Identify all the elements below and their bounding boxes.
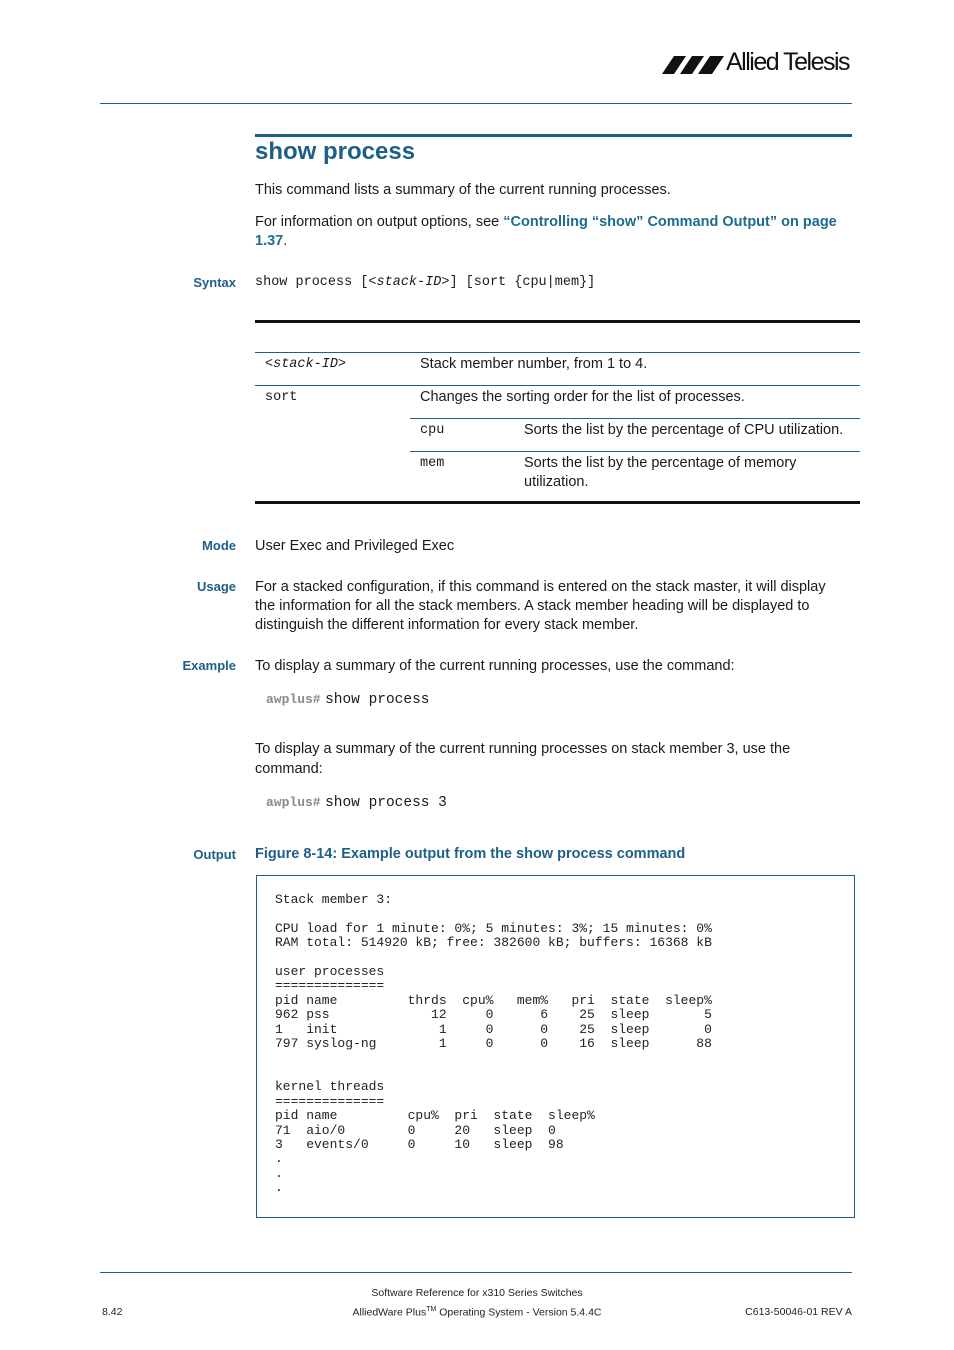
- intro-text: This command lists a summary of the current running processes.: [255, 182, 671, 198]
- output-label: Output: [193, 847, 236, 862]
- param-cpu-name: cpu: [420, 423, 445, 438]
- mode-text: User Exec and Privileged Exec: [255, 538, 455, 554]
- cli-prompt: awplus#: [266, 795, 321, 810]
- cli-command: show process 3: [325, 795, 447, 811]
- param-bracket-close: >: [337, 357, 347, 372]
- param-sort-name: sort: [265, 390, 298, 405]
- param-sort-desc: Changes the sorting order for the list of processes.: [420, 389, 745, 405]
- table-bottom-rule: [255, 501, 860, 504]
- header-rule: [100, 103, 852, 104]
- param-stack-id-arg: stack-ID: [273, 357, 338, 372]
- footer-title: Software Reference for x310 Series Switches: [371, 1287, 583, 1299]
- logo-text: Allied Telesis: [726, 48, 850, 76]
- title-rule: [255, 134, 852, 137]
- footer-docnum: C613-50046-01 REV A: [745, 1306, 852, 1318]
- syntax-label: Syntax: [193, 275, 236, 290]
- row-rule: [410, 451, 860, 452]
- table-top-rule: [255, 320, 860, 323]
- figure-caption: Figure 8-14: Example output from the show process command: [255, 846, 686, 862]
- cli-command: show process: [325, 692, 430, 708]
- example-text1: To display a summary of the current running processes, use the command:: [255, 658, 735, 674]
- syntax-part1: show process [<: [255, 275, 377, 290]
- row-rule: [255, 385, 860, 386]
- param-bracket-open: <: [265, 357, 274, 372]
- usage-line2: the information for all the stack members. A stack member heading will be displayed to: [255, 598, 810, 614]
- info-suffix: .: [283, 233, 288, 249]
- footer-tm: TM: [426, 1306, 437, 1313]
- table-header-rule: [255, 352, 860, 353]
- output-code: Stack member 3: CPU load for 1 minute: 0%; 5 minutes: 3%; 15 minutes: 0% RAM total: 514920 kB; free: 382600 kB; buffers: 16368 kB user processes ============== pid name thrds cpu% mem% pri state sleep% 962 pss 12 0 6 25 sleep 5 1 init 1 0 0 25 sleep 0 797 syslog-ng 1 0 0 16 sleep 88 kernel threads ============== pid name cpu% pri state sleep% 71 aio/0 0 20 sleep 0 3 events/0 0 10 sleep 98 . . .: [275, 892, 712, 1196]
- mode-label: Mode: [202, 538, 236, 553]
- usage-line3: distinguish the different information for every stack member.: [255, 617, 639, 633]
- cli-prompt: awplus#: [266, 692, 321, 707]
- usage-label: Usage: [196, 579, 236, 594]
- param-stack-id-desc: Stack member number, from 1 to 4.: [420, 356, 648, 372]
- info-paragraph: [255, 213, 845, 251]
- output-codebox: [256, 875, 855, 1218]
- footer-page-number: 8.42: [102, 1306, 123, 1318]
- param-cpu-desc: Sorts the list by the percentage of CPU utilization.: [524, 422, 844, 438]
- param-mem-desc-line1: Sorts the list by the percentage of memory: [524, 455, 797, 471]
- example-text2-line1: To display a summary of the current running processes on stack member 3, use the: [255, 741, 791, 757]
- syntax-command: [255, 275, 595, 290]
- syntax-arg: stack-ID: [376, 275, 442, 290]
- output-options-link[interactable]: “Controlling “show” Command Output” on page 1.37: [255, 214, 837, 249]
- parameter-table: [255, 320, 860, 490]
- example-label: Example: [182, 658, 236, 673]
- param-stack-id-name: [265, 357, 346, 372]
- example-command2: [266, 793, 447, 811]
- page-title: show process: [255, 138, 416, 165]
- footer-os-pre: AlliedWare Plus: [352, 1306, 427, 1319]
- param-mem-desc-line2: utilization.: [524, 474, 589, 490]
- example-command1: [266, 690, 429, 708]
- syntax-part2: >] [sort {cpu|mem}]: [441, 275, 596, 290]
- info-prefix: For information on output options, see: [255, 214, 504, 230]
- example-text2-line2: command:: [255, 761, 323, 777]
- footer-os-post: Operating System - Version 5.4.4C: [436, 1306, 602, 1319]
- param-mem-name: mem: [420, 456, 445, 471]
- footer-rule: [100, 1272, 852, 1273]
- row-rule: [410, 418, 860, 419]
- usage-line1: For a stacked configuration, if this command is entered on the stack master, it will display: [255, 579, 826, 595]
